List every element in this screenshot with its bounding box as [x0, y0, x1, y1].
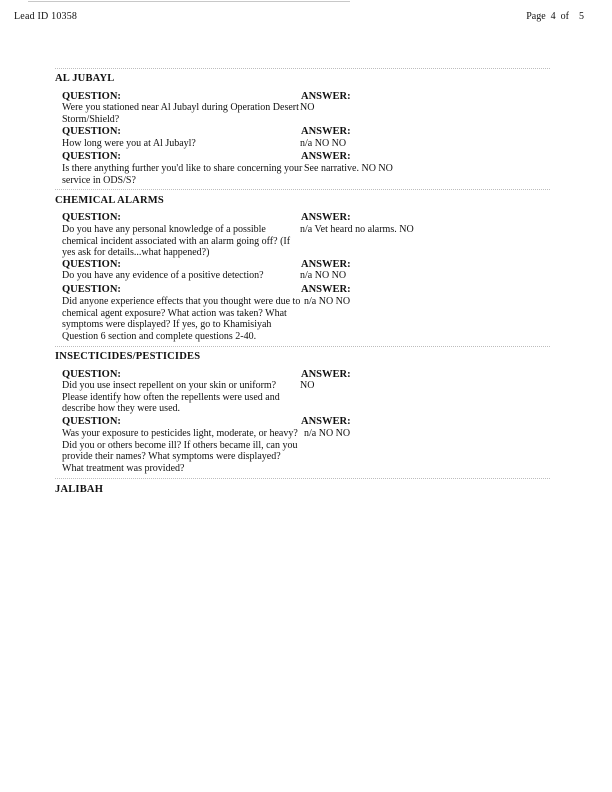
question-line: Were you stationed near Al Jubayl during Operation Desert	[62, 102, 299, 113]
top-rule	[28, 1, 350, 2]
question-line: Question 6 section and complete questions 2-40.	[62, 330, 257, 342]
answer-text: n/a NO NO	[304, 296, 351, 307]
question-line: Storm/Shield?	[62, 113, 120, 125]
separator	[55, 478, 550, 479]
section-title-al-jubayl: AL JUBAYL	[55, 73, 115, 84]
answer-label: ANSWER:	[301, 416, 351, 427]
section-title-chemical-alarms: CHEMICAL ALARMS	[55, 195, 164, 206]
question-line: Was your exposure to pesticides light, moderate, or heavy?	[62, 428, 298, 439]
answer-text: NO	[300, 102, 315, 113]
separator	[55, 189, 550, 190]
question-label: QUESTION:	[62, 212, 121, 223]
section-title-jalibah: JALIBAH	[55, 484, 104, 495]
separator	[55, 68, 550, 69]
question-text	[62, 296, 306, 342]
question-line: How long were you at Al Jubayl?	[62, 138, 196, 149]
question-text	[62, 380, 306, 415]
question-text	[62, 163, 306, 186]
lead-id: Lead ID 10358	[14, 11, 78, 22]
answer-label: ANSWER:	[301, 284, 351, 295]
question-label: QUESTION:	[62, 259, 121, 270]
question-text	[62, 138, 306, 150]
section-title-insecticides-pesticides: INSECTICIDES/PESTICIDES	[55, 351, 201, 362]
question-line: Please identify how often the repellents were used and	[62, 391, 280, 403]
answer-label: ANSWER:	[301, 259, 351, 270]
question-label: QUESTION:	[62, 126, 121, 137]
question-line: Did you or others become ill? If others became ill, can you	[62, 439, 298, 451]
question-text	[62, 224, 306, 259]
separator	[55, 346, 550, 347]
question-line: chemical agent exposure? What action was taken? What	[62, 307, 287, 319]
question-text	[62, 102, 306, 125]
question-label: QUESTION:	[62, 369, 121, 380]
question-label: QUESTION:	[62, 151, 121, 162]
question-label: QUESTION:	[62, 416, 121, 427]
answer-text: n/a NO NO	[300, 270, 347, 281]
question-line: yes ask for details...what happened?)	[62, 247, 210, 259]
question-line: symptoms were displayed? If yes, go to Khamisiyah	[62, 319, 272, 331]
question-label: QUESTION:	[62, 284, 121, 295]
question-line: service in ODS/S?	[62, 174, 136, 186]
question-line: Is there anything further you'd like to share concerning your	[62, 163, 303, 174]
question-line: Do you have any personal knowledge of a possible	[62, 224, 266, 235]
of-word: of	[560, 11, 569, 22]
page-indicator	[526, 11, 584, 22]
question-text	[62, 270, 306, 282]
question-line: Do you have any evidence of a positive detection?	[62, 270, 264, 281]
answer-text: See narrative. NO NO	[304, 163, 393, 174]
page-number: 4	[550, 11, 556, 22]
answer-text: n/a Vet heard no alarms. NO	[300, 224, 414, 235]
question-line: Did anyone experience effects that you thought were due to	[62, 296, 301, 307]
question-line: provide their names? What symptoms were displayed?	[62, 451, 281, 463]
page-word: Page	[526, 11, 546, 22]
question-line: describe how they were used.	[62, 403, 181, 415]
page-total: 5	[579, 11, 584, 22]
answer-label: ANSWER:	[301, 126, 351, 137]
question-label: QUESTION:	[62, 91, 121, 102]
answer-label: ANSWER:	[301, 151, 351, 162]
answer-text: n/a NO NO	[300, 138, 347, 149]
answer-label: ANSWER:	[301, 212, 351, 223]
question-line: What treatment was provided?	[62, 462, 185, 474]
answer-text: NO	[300, 380, 315, 391]
question-text	[62, 428, 306, 474]
answer-label: ANSWER:	[301, 91, 351, 102]
answer-text: n/a NO NO	[304, 428, 351, 439]
question-line: chemical incident associated with an alarm going off? (If	[62, 235, 291, 247]
answer-label: ANSWER:	[301, 369, 351, 380]
question-line: Did you use insect repellent on your skin or uniform?	[62, 380, 277, 391]
